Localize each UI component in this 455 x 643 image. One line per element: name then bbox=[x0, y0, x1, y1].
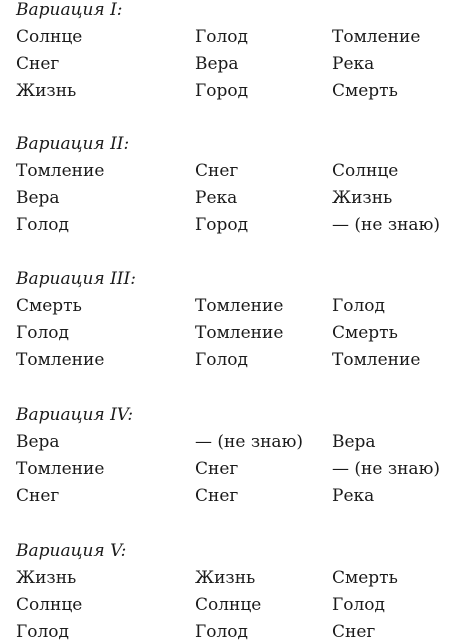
word-cell: — (не знаю) bbox=[332, 459, 441, 479]
word-cell: Голод bbox=[195, 622, 248, 642]
word-cell: Смерть bbox=[16, 296, 82, 316]
word-cell: Вера bbox=[16, 432, 60, 452]
word-cell: Вера bbox=[195, 54, 239, 74]
word-cell: — (не знаю) bbox=[195, 432, 304, 452]
word-cell: Жизнь bbox=[16, 81, 77, 101]
word-row bbox=[0, 485, 455, 507]
word-row bbox=[0, 431, 455, 453]
word-cell: Солнце bbox=[332, 161, 399, 181]
word-row bbox=[0, 567, 455, 589]
word-cell: Голод bbox=[16, 215, 69, 235]
variation-heading: Вариация V: bbox=[16, 541, 127, 561]
word-cell: Томление bbox=[195, 323, 284, 343]
word-cell: Голод bbox=[16, 622, 69, 642]
word-cell: Смерть bbox=[332, 81, 398, 101]
word-row bbox=[0, 458, 455, 480]
word-cell: Томление bbox=[16, 350, 105, 370]
word-cell: Жизнь bbox=[195, 568, 256, 588]
word-cell: Солнце bbox=[16, 27, 83, 47]
word-row bbox=[0, 295, 455, 317]
word-cell: Голод bbox=[195, 350, 248, 370]
word-cell: Жизнь bbox=[16, 568, 77, 588]
word-cell: Томление bbox=[332, 350, 421, 370]
word-cell: Томление bbox=[16, 161, 105, 181]
word-row bbox=[0, 26, 455, 48]
word-cell: Снег bbox=[195, 459, 239, 479]
word-row bbox=[0, 160, 455, 182]
word-row bbox=[0, 53, 455, 75]
variation-heading: Вариация III: bbox=[16, 269, 136, 289]
word-cell: Смерть bbox=[332, 323, 398, 343]
word-cell: Жизнь bbox=[332, 188, 393, 208]
word-cell: Город bbox=[195, 215, 249, 235]
word-cell: Вера bbox=[16, 188, 60, 208]
word-cell: Река bbox=[332, 486, 375, 506]
word-cell: Солнце bbox=[16, 595, 83, 615]
variation-heading: Вариация IV: bbox=[16, 405, 134, 425]
word-row bbox=[0, 214, 455, 236]
word-cell: Снег bbox=[332, 622, 376, 642]
word-cell: Томление bbox=[195, 296, 284, 316]
variation-heading: Вариация I: bbox=[16, 0, 123, 20]
word-cell: Солнце bbox=[195, 595, 262, 615]
word-cell: — (не знаю) bbox=[332, 215, 441, 235]
word-cell: Томление bbox=[332, 27, 421, 47]
word-cell: Город bbox=[195, 81, 249, 101]
word-row bbox=[0, 322, 455, 344]
word-cell: Снег bbox=[195, 161, 239, 181]
word-cell: Голод bbox=[16, 323, 69, 343]
word-cell: Река bbox=[195, 188, 238, 208]
word-cell: Голод bbox=[332, 296, 385, 316]
word-cell: Смерть bbox=[332, 568, 398, 588]
word-cell: Снег bbox=[16, 486, 60, 506]
word-cell: Томление bbox=[16, 459, 105, 479]
word-row bbox=[0, 594, 455, 616]
word-row bbox=[0, 187, 455, 209]
word-row bbox=[0, 349, 455, 371]
word-cell: Снег bbox=[16, 54, 60, 74]
word-cell: Снег bbox=[195, 486, 239, 506]
variation-heading: Вариация II: bbox=[16, 134, 130, 154]
word-row bbox=[0, 80, 455, 102]
word-cell: Голод bbox=[332, 595, 385, 615]
word-cell: Река bbox=[332, 54, 375, 74]
word-row bbox=[0, 621, 455, 643]
word-cell: Голод bbox=[195, 27, 248, 47]
word-cell: Вера bbox=[332, 432, 376, 452]
